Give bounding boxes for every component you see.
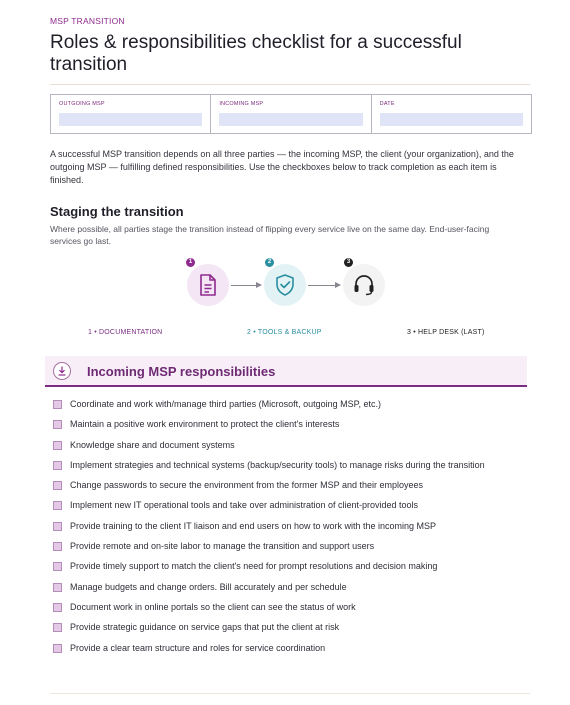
checkbox[interactable] [53,603,62,612]
checkbox[interactable] [53,562,62,571]
step-1-badge: 1 [186,258,195,267]
step-label-documentation: 1 • DOCUMENTATION [88,329,163,336]
step-label-tools-backup: 2 • TOOLS & BACKUP [247,329,322,336]
checklist-item [53,479,523,492]
step-2-badge: 2 [265,258,274,267]
headset-icon [352,273,376,297]
checkbox[interactable] [53,481,62,490]
checkbox[interactable] [53,583,62,592]
checkbox[interactable] [53,644,62,653]
checklist-item-text: Provide a clear team structure and roles for service coordination [70,642,326,653]
checklist-item [53,499,523,512]
checklist-item-text: Change passwords to secure the environment from the former MSP and their employees [70,480,424,491]
checklist-item-text: Provide timely support to match the client's need for prompt resolutions and decision making [70,561,438,572]
checklist-item-text: Implement new IT operational tools and take over administration of client-provided tools [70,500,419,511]
arrow-2-line [308,285,336,286]
checkbox[interactable] [53,542,62,551]
checklist-item [53,560,523,573]
checklist-item [53,540,523,553]
checklist-item-text: Maintain a positive work environment to protect the client's interests [70,419,340,430]
incoming-msp-cell [211,95,371,133]
date-cell [372,95,531,133]
page-title: Roles & responsibilities checklist for a successful transition [50,32,462,75]
checklist-item [53,642,523,655]
section-title: Incoming MSP responsibilities [87,364,276,379]
intro-paragraph: A successful MSP transition depends on all three parties — the incoming MSP, the client (your organization), and the outgoing MSP — fulfilling defined responsibilities. Use the checkboxes below to track completion as each item is finished. [50,149,514,185]
checklist-item-text: Provide remote and on-site labor to manage the transition and support users [70,541,375,552]
step-label-help-desk: 3 • HELP DESK (LAST) [407,329,485,336]
date-label: DATE [379,101,395,107]
download-icon [53,362,71,380]
checklist-item [53,398,523,411]
checklist-item [53,439,523,452]
checkbox[interactable] [53,441,62,450]
date-field[interactable] [380,113,523,126]
checkbox[interactable] [53,400,62,409]
checklist-item-text: Document work in online portals so the client can see the status of work [70,601,356,612]
outgoing-msp-label: OUTGOING MSP [59,101,105,107]
footer-divider [50,693,530,694]
step-documentation [187,264,229,306]
staging-description: Where possible, all parties stage the transition instead of flipping every service live on the same day. End-user-facing services go last. [50,224,490,246]
outgoing-msp-field[interactable] [59,113,202,126]
checklist-item-text: Provide training to the client IT liaison and end users on how to work with the incoming MSP [70,520,437,531]
step-help-desk [343,264,385,306]
shield-check-icon [274,273,296,297]
checklist-item [53,418,523,431]
responsibilities-checklist [53,398,523,662]
checkbox[interactable] [53,461,62,470]
staging-flow-diagram [0,258,570,318]
incoming-msp-label: INCOMING MSP [219,101,264,107]
document-icon [197,273,219,297]
checkbox[interactable] [53,522,62,531]
checklist-item-text: Manage budgets and change orders. Bill accurately and per schedule [70,581,347,592]
step-3-badge: 3 [344,258,353,267]
checklist-item-text: Knowledge share and document systems [70,439,235,450]
arrow-1-line [231,285,257,286]
transition-info-form [50,94,532,134]
checklist-item [53,581,523,594]
checklist-item [53,601,523,614]
checklist-item [53,459,523,472]
checkbox[interactable] [53,420,62,429]
arrow-1-head [256,282,262,288]
arrow-2-head [335,282,341,288]
checklist-item-text: Provide strategic guidance on service gaps that put the client at risk [70,622,340,633]
step-tools-backup [264,264,306,306]
outgoing-msp-cell [51,95,211,133]
checklist-item [53,520,523,533]
checklist-item-text: Coordinate and work with/manage third parties (Microsoft, outgoing MSP, etc.) [70,399,381,409]
checklist-item-text: Implement strategies and technical systems (backup/security tools) to manage risks during the transition [70,459,485,470]
section-header [45,356,527,387]
checkbox[interactable] [53,501,62,510]
staging-title: Staging the transition [50,204,184,219]
document-kicker: MSP TRANSITION [50,16,125,26]
checkbox[interactable] [53,623,62,632]
incoming-msp-field[interactable] [219,113,362,126]
checklist-item [53,621,523,634]
title-divider [50,84,530,85]
